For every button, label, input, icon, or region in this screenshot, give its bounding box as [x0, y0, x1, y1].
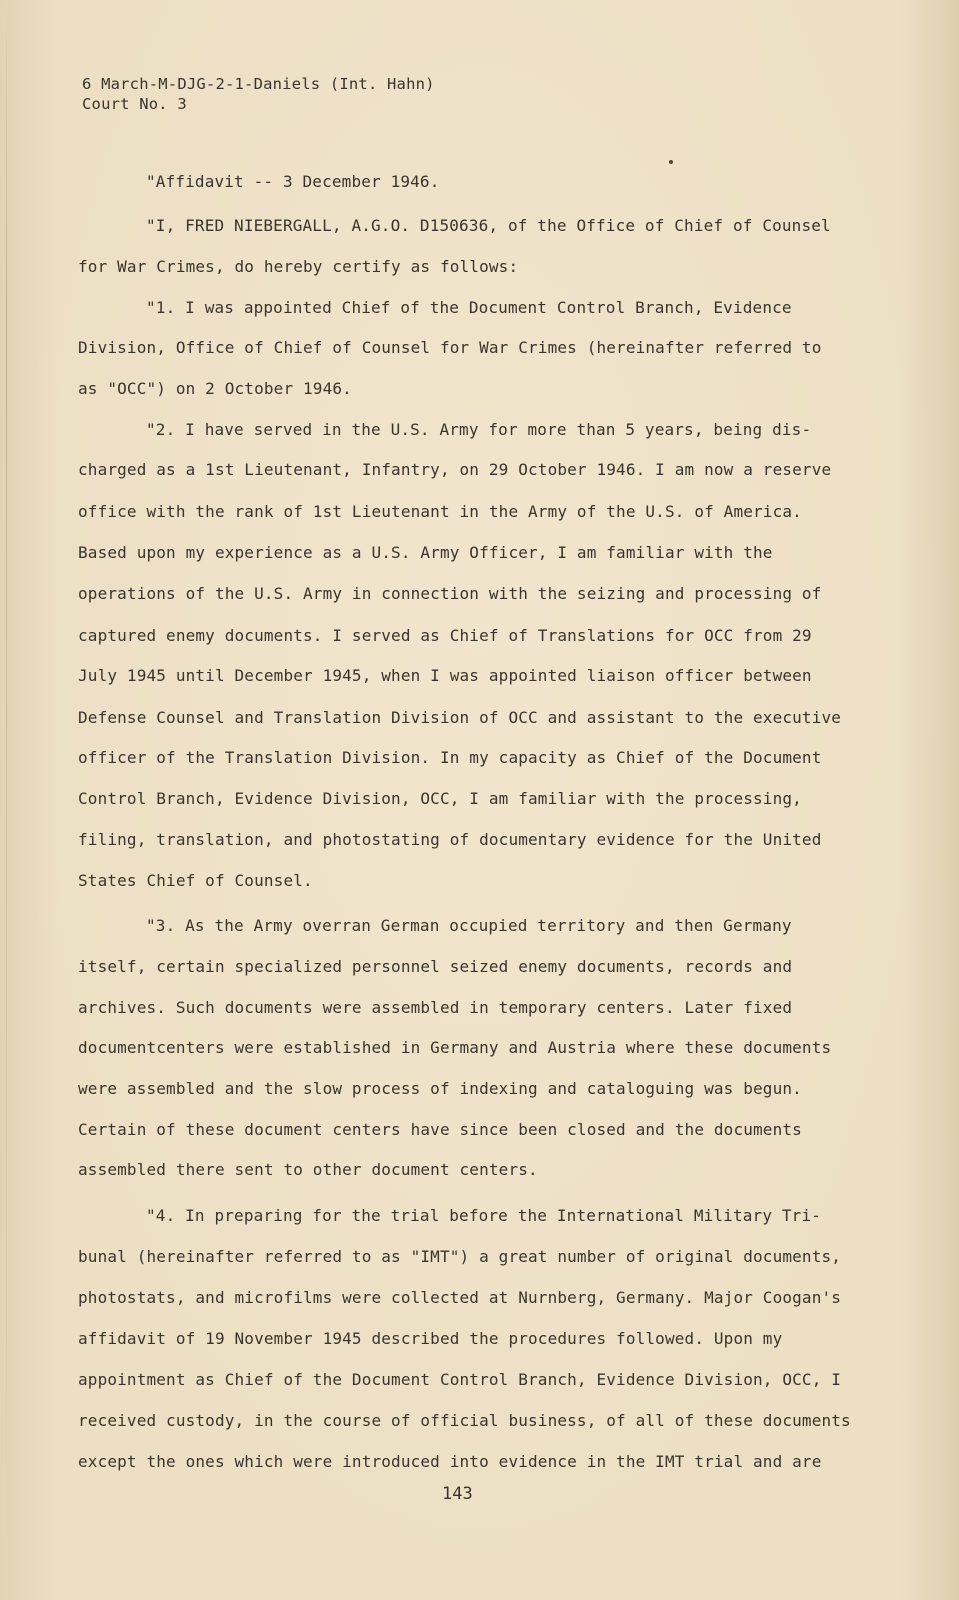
body-line: "Affidavit -- 3 December 1946. [146, 172, 440, 191]
page-number: 143 [442, 1484, 473, 1504]
body-line: filing, translation, and photostating of documentary evidence for the United [78, 830, 822, 849]
body-line: captured enemy documents. I served as Chief of Translations for OCC from 29 [78, 626, 812, 645]
body-line: Division, Office of Chief of Counsel for War Crimes (hereinafter referred to [78, 338, 822, 357]
body-line: bunal (hereinafter referred to as "IMT") a great number of original documents, [78, 1247, 842, 1266]
body-line: as "OCC") on 2 October 1946. [78, 379, 352, 398]
body-line: office with the rank of 1st Lieutenant in the Army of the U.S. of America. [78, 502, 802, 521]
body-line: received custody, in the course of official business, of all of these documents [78, 1411, 851, 1430]
body-line: archives. Such documents were assembled in temporary centers. Later fixed [78, 998, 793, 1017]
body-line: itself, certain specialized personnel seized enemy documents, records and [78, 957, 793, 976]
body-line: except the ones which were introduced into evidence in the IMT trial and are [78, 1452, 822, 1471]
body-line: Certain of these document centers have since been closed and the documents [78, 1120, 802, 1139]
body-line: States Chief of Counsel. [78, 871, 313, 890]
body-line: Defense Counsel and Translation Division of OCC and assistant to the executive [78, 708, 842, 727]
body-line: "4. In preparing for the trial before the International Military Tri- [146, 1206, 822, 1225]
body-line: for War Crimes, do hereby certify as follows: [78, 257, 519, 276]
body-line: Control Branch, Evidence Division, OCC, I am familiar with the processing, [78, 789, 802, 808]
page-edge-shadow [6, 0, 7, 1600]
body-line: affidavit of 19 November 1945 described the procedures followed. Upon my [78, 1329, 783, 1348]
body-line: assembled there sent to other document centers. [78, 1160, 538, 1179]
header-court: Court No. 3 [82, 95, 187, 113]
body-line: were assembled and the slow process of indexing and cataloguing was begun. [78, 1079, 802, 1098]
body-line: Based upon my experience as a U.S. Army Officer, I am familiar with the [78, 543, 773, 562]
body-line: appointment as Chief of the Document Control Branch, Evidence Division, OCC, I [78, 1370, 842, 1389]
body-line: photostats, and microfilms were collected at Nurnberg, Germany. Major Coogan's [78, 1288, 842, 1307]
document-header [82, 74, 435, 114]
body-line: July 1945 until December 1945, when I was appointed liaison officer between [78, 666, 812, 685]
header-reference: 6 March-M-DJG-2-1-Daniels (Int. Hahn) [82, 75, 435, 93]
ink-speck [669, 160, 673, 164]
body-line: "1. I was appointed Chief of the Document Control Branch, Evidence [146, 298, 792, 317]
body-line: operations of the U.S. Army in connection with the seizing and processing of [78, 584, 822, 603]
body-line: documentcenters were established in Germany and Austria where these documents [78, 1038, 832, 1057]
body-line: charged as a 1st Lieutenant, Infantry, on 29 October 1946. I am now a reserve [78, 460, 832, 479]
body-line: "2. I have served in the U.S. Army for more than 5 years, being dis- [146, 420, 812, 439]
body-line: officer of the Translation Division. In my capacity as Chief of the Document [78, 748, 822, 767]
body-line: "I, FRED NIEBERGALL, A.G.O. D150636, of the Office of Chief of Counsel [146, 216, 831, 235]
body-line: "3. As the Army overran German occupied territory and then Germany [146, 916, 792, 935]
